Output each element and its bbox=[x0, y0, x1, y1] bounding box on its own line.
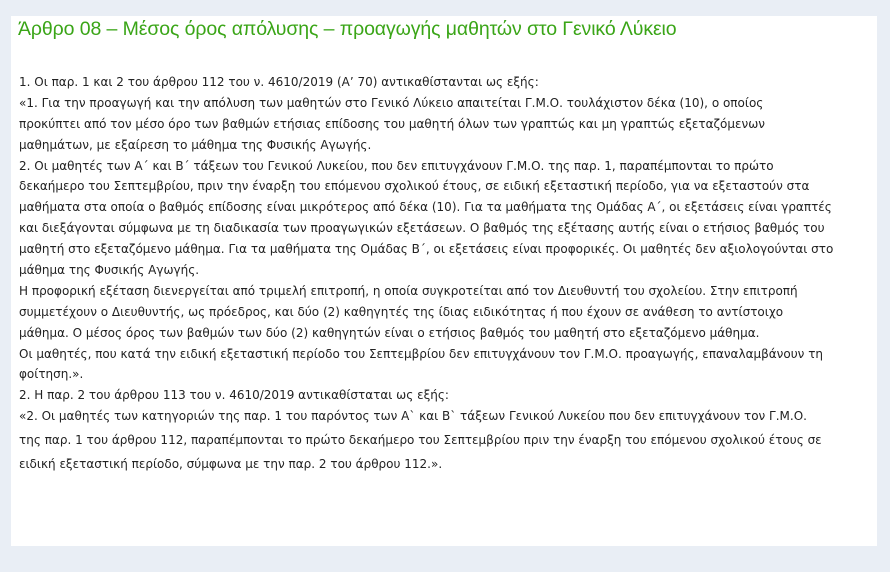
body-line: μάθημα της Φυσικής Αγωγής. bbox=[19, 263, 200, 278]
body-line: μαθήματα στα οποία ο βαθμός επίδοσης είναι μικρότερος από δέκα (10). Για τα μαθήματα της Ομάδας Α΄, οι εξετάσεις είναι γραπτές bbox=[19, 200, 832, 215]
body-line: 2. Οι μαθητές των Α΄ και Β΄ τάξεων του Γενικού Λυκείου, που δεν επιτυγχάνουν Γ.Μ.Ο. της παρ. 1, παραπέμπονται το πρώτο bbox=[19, 158, 774, 173]
body-line: ειδική εξεταστική περίοδο, σύμφωνα με την παρ. 2 του άρθρου 112.». bbox=[19, 457, 443, 472]
article-page bbox=[11, 16, 877, 546]
body-line: μάθημα. Ο μέσος όρος των βαθμών των δύο (2) καθηγητών είναι ο ετήσιος βαθμός του μαθητή στο εξεταζόμενο μάθημα. bbox=[19, 325, 760, 340]
body-line: προκύπτει από τον μέσο όρο των βαθμών ετήσιας επίδοσης του μαθητή όλων των γραπτώς και μη γραπτώς εξεταζόμενων bbox=[19, 116, 765, 131]
body-line: συμμετέχουν ο Διευθυντής, ως πρόεδρος, και δύο (2) καθηγητές της ίδιας ειδικότητας ή που έχουν σε ανάθεση το αντίστοιχο bbox=[19, 304, 784, 319]
article-body bbox=[19, 72, 871, 475]
body-line: φοίτηση.». bbox=[19, 367, 84, 382]
body-line: «1. Για την προαγωγή και την απόλυση των μαθητών στο Γενικό Λύκειο απαιτείται Γ.Μ.Ο. τουλάχιστον δέκα (10), ο οποίος bbox=[19, 95, 764, 110]
body-line: και διεξάγονται σύμφωνα με τη διαδικασία των προαγωγικών εξετάσεων. Ο βαθμός της εξέτασης αυτής είναι ο ετήσιος βαθμός του bbox=[19, 221, 825, 236]
body-line: δεκαήμερο του Σεπτεμβρίου, πριν την έναρξη του επόμενου σχολικού έτους, σε ειδική εξεταστική περίοδο, για να εξεταστούν στα bbox=[19, 179, 810, 194]
article-title: Άρθρο 08 – Μέσος όρος απόλυσης – προαγωγής μαθητών στο Γενικό Λύκειο bbox=[18, 18, 677, 40]
body-line: 2. Η παρ. 2 του άρθρου 113 του ν. 4610/2019 αντικαθίσταται ως εξής: bbox=[19, 388, 449, 403]
body-line: μαθητή στο εξεταζόμενο μάθημα. Για τα μαθήματα της Ομάδας Β΄, οι εξετάσεις είναι προφορικές. Οι μαθητές δεν αξιολογούνται στο bbox=[19, 242, 834, 257]
body-line: μαθημάτων, με εξαίρεση το μάθημα της Φυσικής Αγωγής. bbox=[19, 137, 372, 152]
body-line: Η προφορική εξέταση διενεργείται από τριμελή επιτροπή, η οποία συγκροτείται από τον Διευθυντή του σχολείου. Στην επιτροπή bbox=[19, 283, 798, 298]
body-line: 1. Οι παρ. 1 και 2 του άρθρου 112 του ν. 4610/2019 (Α’ 70) αντικαθίστανται ως εξής: bbox=[19, 75, 539, 89]
body-line: Οι μαθητές, που κατά την ειδική εξεταστική περίοδο του Σεπτεμβρίου δεν επιτυγχάνουν τον Γ.Μ.Ο. προαγωγής, επαναλαμβάνουν τη bbox=[19, 346, 824, 361]
body-line: της παρ. 1 του άρθρου 112, παραπέμπονται το πρώτο δεκαήμερο του Σεπτεμβρίου πριν την έναρξη του επόμενου σχολικού έτους σε bbox=[19, 433, 822, 448]
body-line: «2. Οι μαθητές των κατηγοριών της παρ. 1 του παρόντος των Α` και Β` τάξεων Γενικού Λυκείου που δεν επιτυγχάνουν τον Γ.Μ.Ο. bbox=[19, 409, 807, 424]
